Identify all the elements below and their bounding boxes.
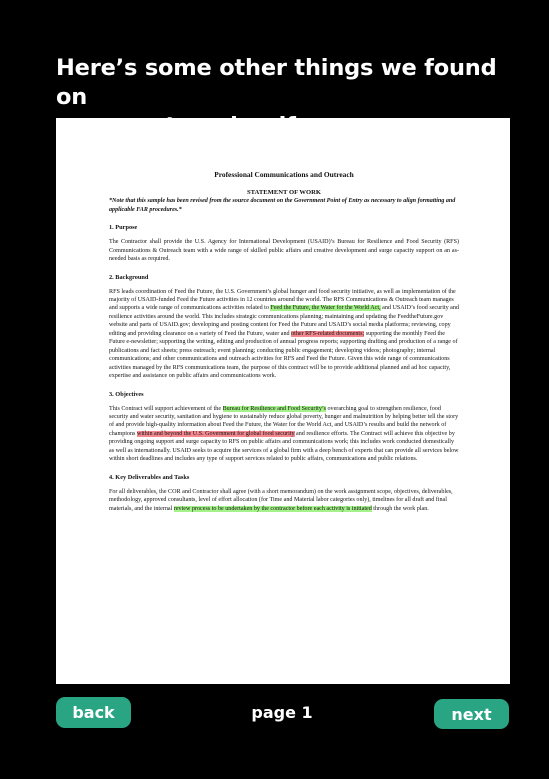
text-run: overarching goal to strengthen resilience, food security and water security, sanitation and hygiene to sustainably reduce global poverty, hunger and malnutrition by helping better tell the story of and provide high-quality information about Feed the Future, the Water for the World Act, and USAID’s results and build the network of champions [109,405,459,437]
text-run: For all deliverables, the COR and Contractor shall agree (with a short memorandum) on the work assignment scope, objectives, deliverables, methodology, approved consultants, level of effort allocation (for Time and Material labor categories only), timelines for all draft and final materials, and the internal [109,488,453,512]
page-indicator: page 1 [251,703,313,722]
section-text-objectives [109,405,459,464]
document-title: Professional Communications and Outreach [214,170,354,179]
text-run: through the work plan. [371,505,429,512]
text-run: supporting the monthly Feed the Future e-newsletter; supporting the writing, editing and production of annual progress reports; supporting drafting and production of a range of publications and fact sheets; press outreach; event planning; conducting public engagement; developing videos; photography; internal communications; and other communications and outreach activities for RFS and Feed the Future. Given this wide range of communications activities managed by the RFS communications team, the purpose of this contract will be to provide additional planned and ad hoc capacity, expertise and assistance on public affairs and communications work. [109,330,458,380]
text-run: RFS leads coordination of Feed the Future, the U.S. Government’s global hunger and food security initiative, as well as implementation of the majority of USAID-funded Feed the Future activities in 12 countries around the world. The RFS Communications & Outreach team manages and supports a wide range of communications activities related to [109,288,456,312]
section-heading-background: 2. Background [109,273,149,281]
document-content [109,170,459,522]
text-run: This Contract will support achievement of the [109,405,223,412]
section-heading-purpose: 1. Purpose [109,224,138,232]
document-note: *Note that this sample has been revised from the source document on the Government Point of Entry as necessary to align formatting and applicable FAR procedures.* [109,198,456,213]
text-run: and resilience efforts. The Contract will achieve this objective by providing ongoing support and surge capacity to RFS on public affairs and communications work; this includes work conducted domestically as well as internationally. USAID seeks to acquire the services of a global firm with a deep bench of experts that can provide all services below within short deadlines and includes any type of support services related to public affairs, communications and public relations. [109,430,459,463]
highlight-red: within and beyond the U.S. Government for global food security [136,430,295,437]
highlight-green: Feed the Future, the Water for the World Act, [270,305,381,312]
section-text-background [109,288,459,381]
section-heading-deliverables: 4. Key Deliverables and Tasks [109,473,190,481]
text-run: and USAID’s food security and resilience activities around the world. This includes strategic communications planning; maintaining and updating the FeedtheFuture.gov website and parts of USAID.gov; developing and posting content for Feed the Future and USAID’s social media platforms; reviewing, copy editing and providing clearance on a variety of Feed the Future, water and [109,305,459,337]
highlight-red: other RFS-related documents; [291,330,365,337]
document-subtitle: STATEMENT OF WORK [246,189,321,196]
next-button[interactable]: next [434,699,509,729]
section-text-deliverables [109,488,459,513]
highlight-green: review process to be undertaken by the contractor before each activity is initiated [173,505,372,512]
document-page [56,118,510,684]
section-heading-objectives: 3. Objectives [109,390,144,398]
section-text-purpose: The Contractor shall provide the U.S. Agency for International Development (USAID)’s Bureau for Resilience and Food Security (RFS) Communications & Outreach team with a wide range of skilled public affairs and creative development and surge capacity support on an as-needed basis as required. [109,239,459,263]
back-button[interactable]: back [56,697,131,728]
highlight-green: Bureau for Resilience and Food Security’s [222,405,326,412]
header-title-text: Here’s some other things we found on [56,55,497,110]
